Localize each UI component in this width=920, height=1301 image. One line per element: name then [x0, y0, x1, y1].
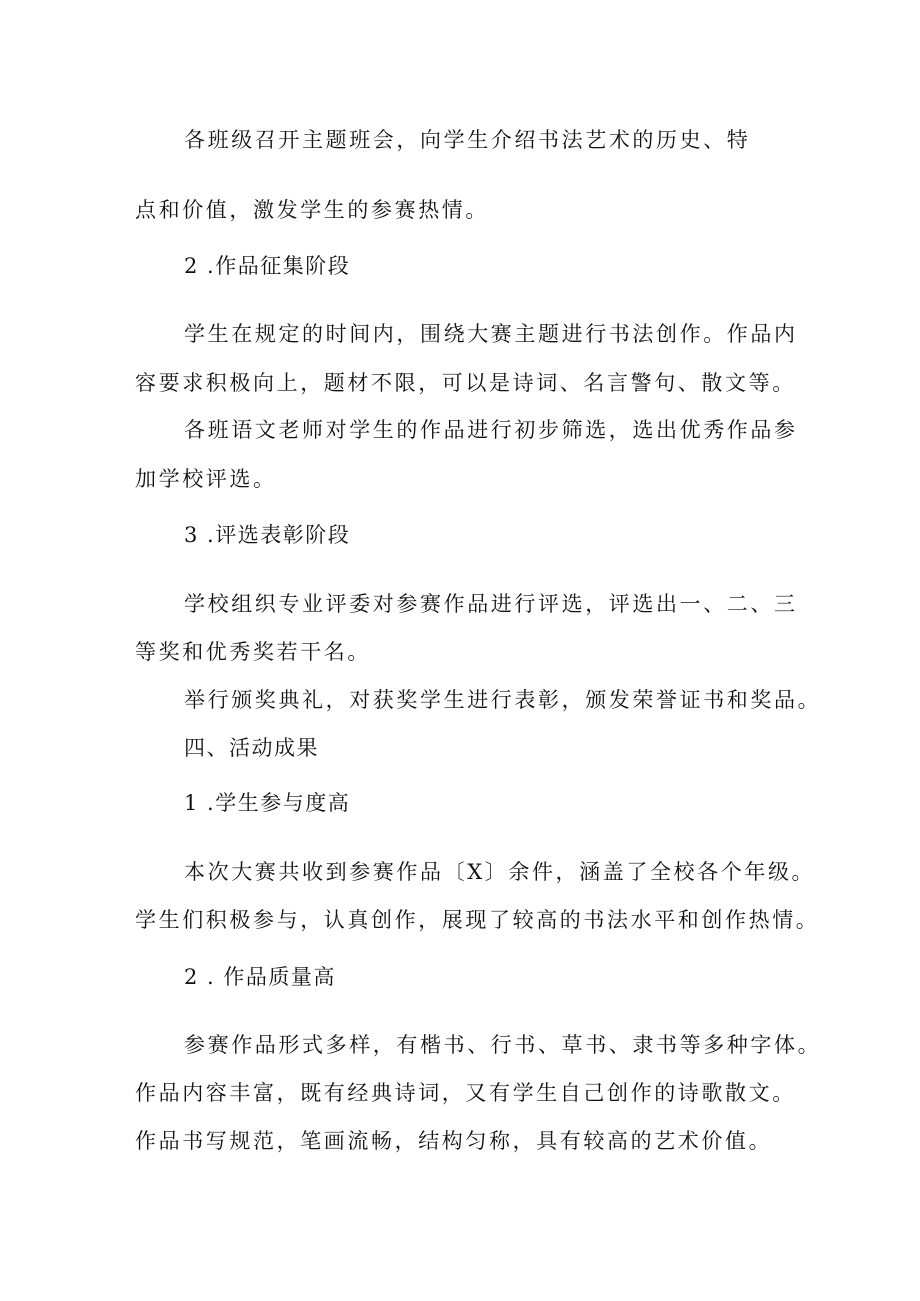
- paragraph-line: 作品内容丰富，既有经典诗词，又有学生自己创作的诗歌散文。: [135, 1081, 796, 1105]
- paragraph-line: 等奖和优秀奖若干名。: [135, 640, 371, 664]
- paragraph-line: 本次大赛共收到参赛作品〔X〕余件，涵盖了全校各个年级。: [184, 860, 816, 884]
- paragraph-line: 各班级召开主题班会，向学生介绍书法艺术的历史、特: [184, 128, 751, 152]
- paragraph-line: 学生们积极参与，认真创作，展现了较高的书法水平和创作热情。: [135, 908, 820, 932]
- paragraph-line: 容要求积极向上，题材不限，可以是诗词、名言警句、散文等。: [135, 371, 796, 395]
- paragraph-line: 加学校评选。: [135, 467, 277, 491]
- paragraph-line: 学生在规定的时间内，围绕大赛主题进行书法创作。作品内: [184, 322, 798, 346]
- paragraph-line: 参赛作品形式多样，有楷书、行书、草书、隶书等多种字体。: [184, 1033, 822, 1057]
- paragraph-line: 举行颁奖典礼，对获奖学生进行表彰，颁发荣誉证书和奖品。: [184, 688, 822, 712]
- section-heading: 3 .评选表彰阶段: [184, 523, 351, 547]
- paragraph-line: 作品书写规范，笔画流畅，结构匀称，具有较高的艺术价值。: [135, 1129, 773, 1153]
- paragraph-line: 各班语文老师对学生的作品进行初步筛选，选出优秀作品参: [184, 418, 798, 442]
- paragraph-line: 学校组织专业评委对参赛作品进行评选，评选出一、二、三: [184, 592, 798, 616]
- section-heading: 1 .学生参与度高: [184, 791, 351, 815]
- section-heading: 四、活动成果: [184, 736, 319, 760]
- section-heading: 2 . 作品质量高: [184, 965, 336, 989]
- section-heading: 2 .作品征集阶段: [184, 254, 351, 278]
- paragraph-line: 点和价值，激发学生的参赛热情。: [135, 198, 489, 222]
